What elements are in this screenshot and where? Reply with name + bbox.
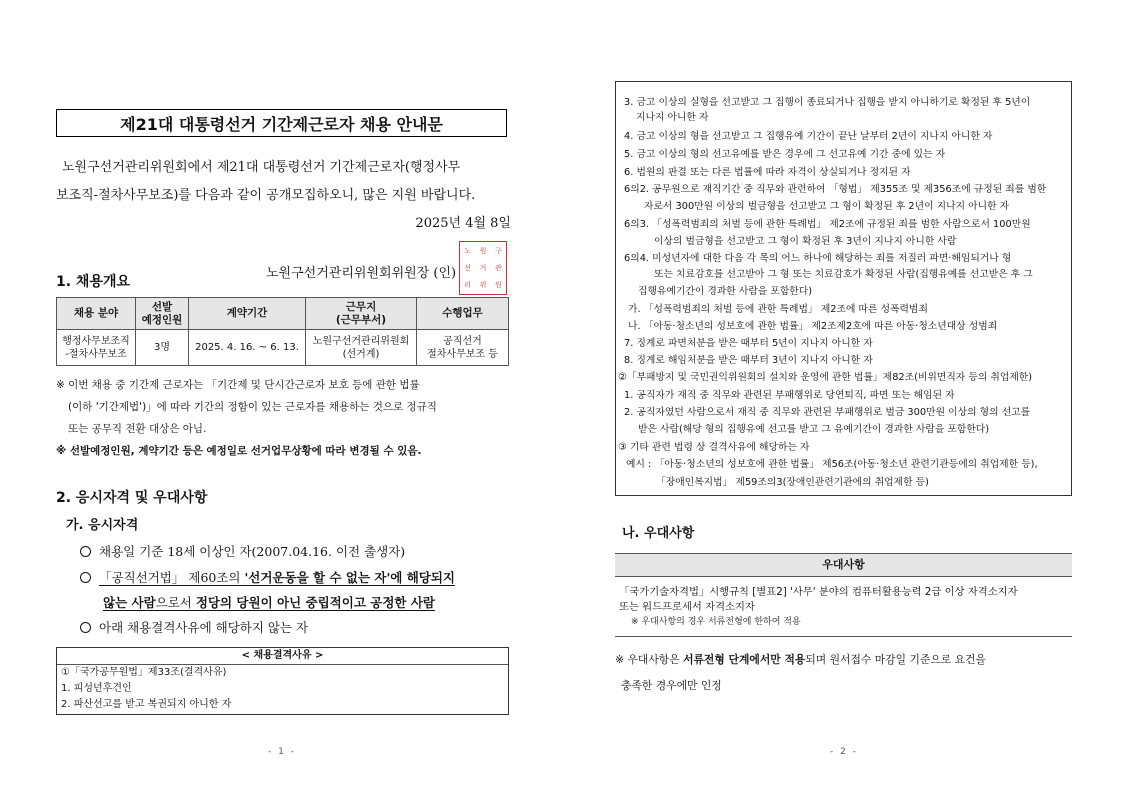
disqualification-box [56, 647, 509, 715]
table-cell-period: 2025. 4. 16. ~ 6. 13. [189, 330, 306, 366]
eligibility-neutral [103, 593, 435, 611]
disq-line: 가. 「성폭력범죄의 처벌 등에 관한 특례법」 제2조에 따른 성폭력범죄 [628, 304, 928, 315]
disq-line: 6. 법원의 판결 또는 다른 법률에 따라 자격이 상실되거나 정지된 자 [624, 167, 911, 178]
disq-line: ③ 기타 관련 법령 상 결격사유에 해당하는 자 [618, 442, 810, 453]
bullet-text: 채용일 기준 18세 이상인 자(2007.04.16. 이전 출생자) [99, 544, 406, 559]
intro-line-2: 보조직-절차사무보조)를 다음과 같이 공개모집하오니, 많은 지원 바랍니다. [56, 188, 476, 203]
eligibility-age [80, 542, 405, 560]
bullet-text: '선거운동을 할 수 없는 자'에 해당되지 [244, 570, 456, 585]
table-cell-workplace: 노원구선거관리위원회 (선거계) [306, 330, 417, 366]
disq-line: 받은 사람(해당 형의 집행유예 선고를 받고 그 유예기간이 경과한 사람을 포함한다) [638, 424, 990, 435]
disq-line: 또는 치료감호를 선고받아 그 형 또는 치료감호가 확정된 사람(집행유예를 선고받은 후 그 [654, 269, 1033, 280]
table-header: 채용 분야 [57, 298, 136, 330]
disq-line: 6의2. 공무원으로 재직기간 중 직무와 관련하여 「형법」 제355조 및 제356조에 규정된 죄를 범한 [624, 184, 1047, 195]
disq-line: 3. 금고 이상의 실형을 선고받고 그 집행이 종료되거나 집행을 받지 아니하기로 확정된 후 5년이 [624, 97, 1031, 108]
bullet-text: 제60조의 [184, 570, 245, 585]
note-text: ※ 우대사항은 [615, 653, 684, 666]
note-line: ※ 이번 채용 중 기간제 근로자는 「기간제 및 단시간근로자 보호 등에 관한 법률 [56, 379, 420, 391]
table-header: 수행업무 [417, 298, 509, 330]
disq-line: 지나지 아니한 자 [636, 112, 709, 123]
disq-line: 집행유예기간이 경과한 사람을 포함한다) [638, 286, 813, 297]
disqualification-line: 1. 피성년후견인 [61, 683, 132, 694]
table-cell-duty: 공직선거 절차사무보조 등 [417, 330, 509, 366]
disq-line: 예시 : 「아동·청소년의 성보호에 관한 법률」 제56조(아동·청소년 관련기관등에의 취업제한 등), [626, 459, 1038, 470]
preference-line: 또는 워드프로세서 자격소지자 [619, 601, 755, 613]
disqualification-continued-box [615, 81, 1072, 496]
table-cell-count: 3명 [136, 330, 189, 366]
table-header: 선발 예정인원 [136, 298, 189, 330]
disq-line: ②「부패방지 및 국민권익위원회의 설치와 운영에 관한 법률」제82조(비위면직자 등의 취업제한) [618, 372, 1033, 383]
disq-line: 이상의 벌금형을 선고받고 그 형이 확정된 후 3년이 지나지 아니한 사람 [654, 236, 957, 247]
circle-bullet-icon [80, 572, 91, 583]
intro-line-1: 노원구선거관리위원회에서 제21대 대통령선거 기간제근로자(행정사무 [62, 160, 461, 175]
disq-line: 6의3. 「성폭력범죄의 처벌 등에 관한 특례법」 제2조에 규정된 죄를 범한 사람으로서 100만원 [624, 219, 1031, 230]
disq-line: 2. 공직자였던 사람으로서 재직 중 직무와 관련된 부패행위로 벌금 300만원 이상의 형의 선고를 [624, 407, 1031, 418]
preference-line: 「국가기술자격법」시행규칙 [별표2] '사무' 분야의 컴퓨터활용능력 2급 이상 자격소지자 [619, 586, 1018, 598]
table-header: 근무지 (근무부서) [306, 298, 417, 330]
eligibility-election-law [80, 568, 455, 586]
circle-bullet-icon [80, 546, 91, 557]
official-seal: 노 원 구 선 거 관 리 위 원 [459, 241, 507, 295]
note-text: 충족한 경우에만 인정 [621, 679, 722, 692]
disqualification-line: 2. 파산선고를 받고 복권되지 아니한 자 [61, 699, 232, 710]
page-number-2: - 2 - [830, 747, 858, 757]
preference-application-note [615, 647, 1075, 699]
preference-header: 우대사항 [615, 553, 1072, 577]
issuer-signature: 노원구선거관리위원회위원장 (인) [266, 266, 457, 281]
disq-line: 5. 금고 이상의 형의 선고유예를 받은 경우에 그 선고유예 기간 중에 있는 자 [624, 149, 946, 160]
disq-line: 4. 금고 이상의 형을 선고받고 그 집행유예 기간이 끝난 날부터 2년이 지나지 아니한 자 [624, 131, 993, 142]
bullet-text: 으로서 [155, 595, 196, 610]
disq-line: 8. 징계로 해임처분을 받은 때부터 3년이 지나지 아니한 자 [624, 355, 873, 366]
disq-line: 자로서 300만원 이상의 벌금형을 선고받고 그 형이 확정된 후 2년이 지나지 아니한 자 [644, 201, 1010, 212]
preference-table [615, 553, 1072, 637]
circle-bullet-icon [80, 622, 91, 633]
change-notice: ※ 선발예정인원, 계약기간 등은 예정일로 선거업무상황에 따라 변경될 수 있음. [56, 445, 422, 457]
bullet-text: 정당의 당원이 아닌 중립적이고 공정한 사람 [195, 595, 435, 610]
bullet-text: 아래 채용결격사유에 해당하지 않는 자 [99, 620, 309, 635]
preference-note: ※ 우대사항의 경우 서류전형에 한하여 적용 [631, 617, 801, 627]
page-number-1: - 1 - [268, 747, 296, 757]
disq-line: 7. 징계로 파면처분을 받은 때부터 5년이 지나지 아니한 자 [624, 338, 873, 349]
disqualification-line: ①「국가공무원법」제33조(결격사유) [61, 667, 227, 678]
eligibility-disqualification [80, 618, 308, 636]
disq-line: 1. 공직자가 재직 중 직무와 관련된 부패행위로 당연퇴직, 파면 또는 해임된 자 [624, 390, 955, 401]
table-cell-field: 행정사무보조직 -절차사무보조 [57, 330, 136, 366]
disq-line: 6의4. 미성년자에 대한 다음 각 목의 어느 하나에 해당하는 죄를 저질러 파면·해임되거나 형 [624, 253, 1012, 264]
note-line: 또는 공무직 전환 대상은 아님. [68, 423, 207, 435]
section-1-title: 1. 채용개요 [56, 274, 131, 290]
note-text: 되며 원서접수 마감일 기준으로 요건을 [805, 653, 986, 666]
preference-content [615, 577, 1072, 637]
note-line: (이하 '기간제법')」에 따라 기간의 정함이 있는 근로자를 채용하는 것으로 정규직 [68, 401, 437, 413]
section-2-title: 2. 응시자격 및 우대사항 [56, 490, 208, 506]
bullet-text: 「공직선거법」 [99, 570, 185, 585]
table-header: 계약기간 [189, 298, 306, 330]
disq-line: 나. 「아동·청소년의 성보호에 관한 법률」 제2조제2호에 따른 아동·청소년대상 성범죄 [628, 321, 998, 332]
hiring-overview-table [56, 297, 509, 366]
intro-paragraph [56, 154, 511, 238]
subsection-a-title: 가. 응시자격 [66, 518, 139, 533]
note-text-bold: 서류전형 단계에서만 적용 [683, 653, 806, 666]
disqualification-header: < 채용결격사유 > [57, 648, 508, 665]
contract-note [56, 374, 516, 462]
announcement-date: 2025년 4월 8일 [415, 216, 511, 231]
document-title: 제21대 대통령선거 기간제근로자 채용 안내문 [56, 109, 507, 137]
disq-line: 「장애인복지법」 제59조의3(장애인관련기관에의 취업제한 등) [656, 477, 929, 488]
bullet-text: 않는 사람 [103, 595, 156, 610]
subsection-b-title: 나. 우대사항 [622, 526, 695, 541]
